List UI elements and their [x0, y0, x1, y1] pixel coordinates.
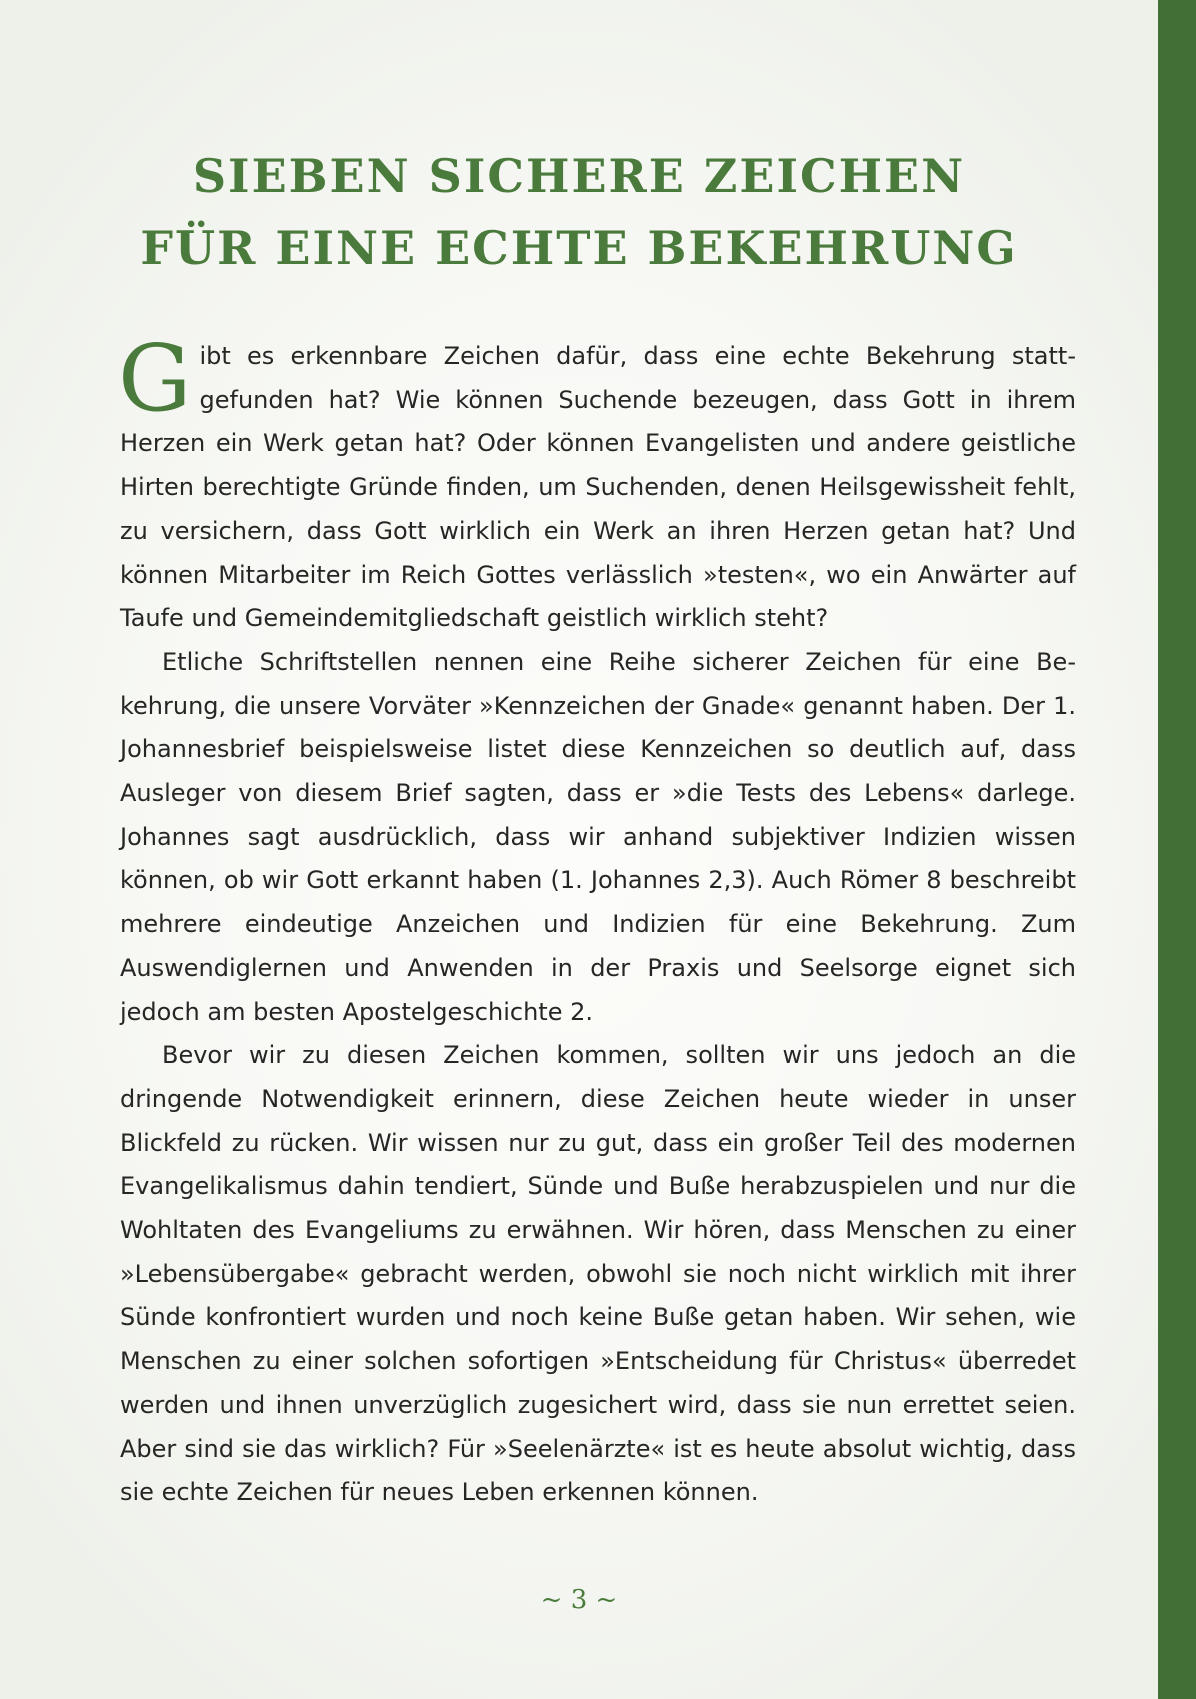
page-number: ~ 3 ~ [540, 1585, 618, 1615]
drop-cap: G [118, 325, 192, 432]
paragraph-1 [118, 325, 1076, 641]
paragraph-2: Etliche Schriftstellen nennen eine Reihe sicherer Zeichen für eine Bekehrung, die unsere Vorväter »Kennzeichen der Gnade« genannt haben. Der 1. Johannesbrief beispielsweise listet diese Kennzeichen so deutlich auf, dass Ausleger von diesem Brief sagten, dass er »die Tests des Lebens« darlege. Johannes sagt ausdrücklich, dass wir anhand subjektiver Indizien wissen können, ob wir Gott erkannt haben (1. Johannes 2,3). Auch Römer 8 beschreibt mehrere eindeutige Anzeichen und Indizien für eine Bekehrung. Zum Auswendiglernen und Anwenden in der Praxis und Seelsorge eignet sich jedoch am besten Apostelgeschichte 2. [120, 647, 1076, 1026]
paragraph-3: Bevor wir zu diesen Zeichen kommen, sollten wir uns jedoch an die dringende Notwendigkeit erinnern, diese Zeichen heute wieder in unser Blickfeld zu rücken. Wir wissen nur zu gut, dass ein großer Teil des modernen Evangelikalismus dahin tendiert, Sünde und Buße herabzuspielen und nur die Wohltaten des Evangeliums zu erwähnen. Wir hören, dass Menschen zu einer »Lebensübergabe« gebracht werden, obwohl sie noch nicht wirklich mit ihrer Sünde konfrontiert wurden und noch keine Buße getan haben. Wir sehen, wie Menschen zu einer solchen sofortigen »Entscheidung für Christus« überredet werden und ihnen unverzüglich zugesichert wird, dass sie nun errettet seien. Aber sind sie das wirklich? Für »Seelenärzte« ist es heute absolut wichtig, dass sie echte Zeichen für neues Leben erkennen können. [120, 1041, 1076, 1507]
title-line-2: FÜR EINE ECHTE BEKEHRUNG [140, 221, 1018, 275]
page-title [0, 140, 1158, 284]
title-line-1: SIEBEN SICHERE ZEICHEN [192, 149, 966, 203]
side-color-bar [1158, 0, 1196, 1699]
body-text [118, 325, 1076, 1515]
paragraph-1-text: ibt es erkennbare Zeichen dafür, dass eine echte Bekehrung stattgefunden hat? Wie können Suchende bezeugen, dass Gott in ihrem Herzen ein Werk getan hat? Oder können Evangelisten und andere geistliche Hirten berechtigte Gründe finden, um Suchenden, denen Heilsgewissheit fehlt, zu versichern, dass Gott wirklich ein Werk an ihren Herzen getan hat? Und können Mitarbeiter im Reich Gottes verlässlich »testen«, wo ein Anwärter auf Taufe und Gemeindemitgliedschaft geistlich wirklich steht? [120, 342, 1076, 633]
